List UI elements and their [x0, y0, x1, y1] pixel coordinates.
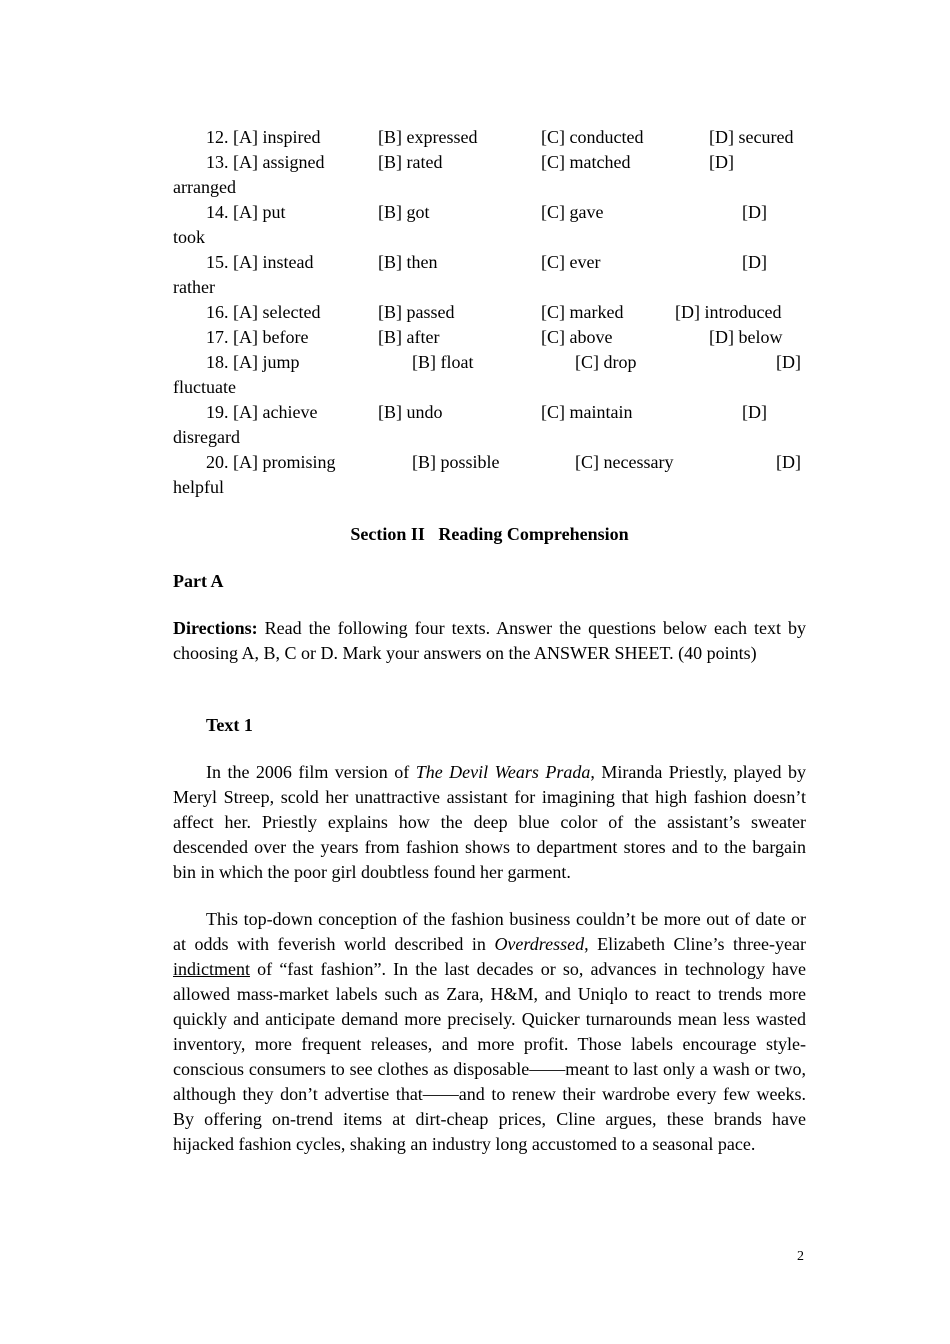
option-d: [D] [776, 352, 801, 372]
option-b: [B] then [378, 252, 438, 272]
option-c: [C] ever [541, 252, 601, 272]
option-a: [A] before [233, 327, 309, 347]
option-b: [B] passed [378, 302, 455, 322]
film-title: The Devil Wears Prada [415, 762, 591, 782]
option-a: [A] assigned [233, 152, 325, 172]
page-number: 2 [797, 1249, 804, 1264]
option-d-text: helpful [173, 477, 224, 497]
question-number: 17. [206, 327, 229, 347]
part-title: Part A [173, 571, 224, 591]
option-d: [D] [742, 202, 767, 222]
option-a: [A] promising [233, 452, 336, 472]
directions-label: Directions: [173, 618, 258, 638]
question-number: 20. [206, 452, 229, 472]
option-d: [D] [709, 152, 734, 172]
book-title: Overdressed [494, 934, 585, 954]
option-a: [A] instead [233, 252, 314, 272]
option-d-text: arranged [173, 177, 236, 197]
option-b: [B] float [412, 352, 474, 372]
option-a: [A] jump [233, 352, 300, 372]
option-b: [B] expressed [378, 127, 478, 147]
question-number: 18. [206, 352, 229, 372]
question-number: 16. [206, 302, 229, 322]
option-b: [B] undo [378, 402, 443, 422]
directions [173, 616, 806, 666]
option-d-text: rather [173, 277, 215, 297]
option-c: [C] maintain [541, 402, 633, 422]
question-number: 15. [206, 252, 229, 272]
option-d: [D] introduced [675, 302, 782, 322]
option-d-text: disregard [173, 427, 240, 447]
option-c: [C] matched [541, 152, 631, 172]
option-d: [D] [776, 452, 801, 472]
option-d: [D] [742, 252, 767, 272]
option-a: [A] put [233, 202, 286, 222]
text-title: Text 1 [206, 715, 253, 735]
option-d: [D] below [709, 327, 783, 347]
paragraph-2-text-mid: , Elizabeth Cline’s three-year [584, 934, 806, 954]
option-d: [D] [742, 402, 767, 422]
paragraph-2-text-cont: of “fast fashion”. In the last decades or so, advances in technology have allowed mass-market labels such as Zara, H&M, and Uniqlo to react to trends more quickly and anticipate demand more precisely. Quicker turnarounds mean less wasted inventory, more frequent releases, and more profit. Those labels encourage style-conscious consumers to see clothes as disposable——meant to last only a wash or two, although they don’t advertise that——and to renew their wardrobe every few weeks. By offering on-trend items at dirt-cheap prices, Cline argues, these brands have hijacked fashion cycles, shaking an industry long accustomed to a seasonal pace. [173, 959, 806, 1154]
paragraph-1-text-cont: , Miranda Priestly, played by Meryl Streep, scold her unattractive assistant for imagining that high fashion doesn’t affect her. Priestly explains how the deep blue color of the assistant’s sweater descended over the years from fashion shows to department stores and to the bargain bin in which the poor girl doubtless found her garment. [173, 762, 806, 882]
question-number: 12. [206, 127, 229, 147]
option-c: [C] drop [575, 352, 637, 372]
option-c: [C] marked [541, 302, 624, 322]
option-b: [B] rated [378, 152, 443, 172]
paragraph-2-text: This top-down conception of the fashion business couldn’t be more out of date or at odds with feverish world described in [173, 909, 806, 954]
option-c: [C] above [541, 327, 613, 347]
option-d-text: fluctuate [173, 377, 236, 397]
paragraph-1-text: In the 2006 film version of [206, 762, 416, 782]
option-b: [B] possible [412, 452, 500, 472]
option-a: [A] inspired [233, 127, 321, 147]
option-b: [B] after [378, 327, 440, 347]
option-a: [A] achieve [233, 402, 318, 422]
paragraph-2 [173, 907, 806, 1157]
question-number: 19. [206, 402, 229, 422]
directions-text: Read the following four texts. Answer the questions below each text by choosing A, B, C or D. Mark your answers on the ANSWER SHEET. (40 points) [173, 618, 806, 663]
underlined-word: indictment [173, 959, 250, 979]
option-a: [A] selected [233, 302, 321, 322]
section-title: Section II Reading Comprehension [350, 524, 629, 544]
option-c: [C] conducted [541, 127, 644, 147]
question-number: 13. [206, 152, 229, 172]
option-d-text: took [173, 227, 206, 247]
question-number: 14. [206, 202, 229, 222]
option-c: [C] gave [541, 202, 604, 222]
paragraph-1 [173, 760, 806, 885]
option-b: [B] got [378, 202, 430, 222]
option-c: [C] necessary [575, 452, 674, 472]
option-d: [D] secured [709, 127, 794, 147]
